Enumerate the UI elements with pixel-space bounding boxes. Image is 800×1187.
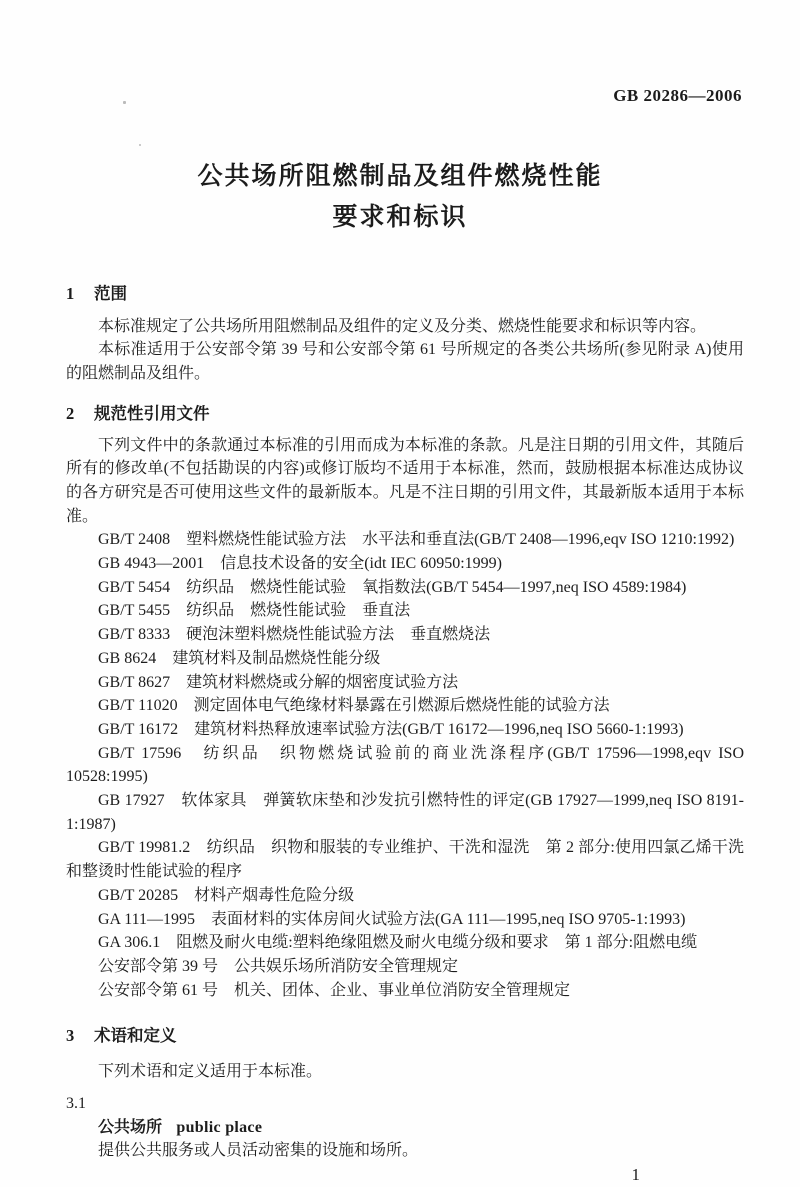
reference-item: GB 17927 软体家具 弹簧软床垫和沙发抗引燃特性的评定(GB 17927—1999,neq ISO 8191-1:1987) bbox=[66, 792, 744, 833]
section-terms-heading bbox=[66, 1024, 744, 1048]
scan-speck bbox=[139, 144, 141, 146]
section-references-number: 2 bbox=[66, 403, 75, 423]
section-scope-label: 范围 bbox=[94, 284, 128, 303]
term-definition: 提供公共服务或人员活动密集的设施和场所。 bbox=[98, 1142, 419, 1160]
reference-item: GA 111—1995 表面材料的实体房间火试验方法(GA 111—1995,neq ISO 9705-1:1993) bbox=[98, 910, 686, 928]
document-body bbox=[66, 282, 744, 1187]
document-title bbox=[0, 156, 800, 238]
document-title-line1: 公共场所阻燃制品及组件燃烧性能 bbox=[197, 163, 603, 190]
reference-item: GB/T 19981.2 纺织品 织物和服装的专业维护、干洗和湿洗 第 2 部分:使用四氯乙烯干洗和整烫时性能试验的程序 bbox=[66, 839, 744, 881]
page-number: 1 bbox=[631, 1164, 640, 1184]
scan-speck bbox=[123, 101, 126, 104]
reference-item: GB/T 16172 建筑材料热释放速率试验方法(GB/T 16172—1996,neq ISO 5660-1:1993) bbox=[98, 720, 684, 738]
reference-item: GB/T 5455 纺织品 燃烧性能试验 垂直法 bbox=[98, 602, 411, 620]
document-title-line2: 要求和标识 bbox=[332, 204, 468, 231]
clause-number-3-1: 3.1 bbox=[66, 1094, 86, 1112]
standard-number: GB 20286—2006 bbox=[613, 86, 742, 105]
scope-paragraph-1: 本标准规定了公共场所用阻燃制品及组件的定义及分类、燃烧性能要求和标识等内容。 bbox=[98, 317, 707, 335]
references-intro: 下列文件中的条款通过本标准的引用而成为本标准的条款。凡是注日期的引用文件，其随后所有的修改单(不包括勘误的内容)或修订版均不适用于本标准，然而，鼓励根据本标准达成协议的各方研究是否可使用这些文件的最新版本。凡是不注日期的引用文件，其最新版本适用于本标准。 bbox=[66, 436, 744, 525]
reference-item: GB/T 11020 测定固体电气绝缘材料暴露在引燃源后燃烧性能的试验方法 bbox=[98, 697, 610, 715]
reference-item: 公安部令第 39 号 公共娱乐场所消防安全管理规定 bbox=[98, 957, 459, 975]
reference-item: GB/T 2408 塑料燃烧性能试验方法 水平法和垂直法(GB/T 2408—1996,eqv ISO 1210:1992) bbox=[98, 531, 735, 549]
reference-item: GB/T 5454 纺织品 燃烧性能试验 氧指数法(GB/T 5454—1997,neq ISO 4589:1984) bbox=[98, 578, 687, 596]
section-references-label: 规范性引用文件 bbox=[94, 403, 210, 423]
section-terms-number: 3 bbox=[66, 1026, 75, 1046]
section-terms-label: 术语和定义 bbox=[94, 1026, 177, 1046]
reference-item: 公安部令第 61 号 机关、团体、企业、事业单位消防安全管理规定 bbox=[98, 981, 571, 999]
section-scope-heading bbox=[66, 282, 744, 306]
normative-references-list bbox=[66, 528, 744, 1002]
reference-item: GB/T 17596 纺织品 织物燃烧试验前的商业洗涤程序(GB/T 17596—1998,eqv ISO 10528:1995) bbox=[66, 744, 744, 786]
reference-item: GB/T 20285 材料产烟毒性危险分级 bbox=[98, 886, 355, 904]
reference-item: GB/T 8627 建筑材料燃烧或分解的烟密度试验方法 bbox=[98, 673, 459, 691]
reference-item: GB/T 8333 硬泡沫塑料燃烧性能试验方法 垂直燃烧法 bbox=[98, 626, 491, 644]
reference-item: GA 306.1 阻燃及耐火电缆:塑料绝缘阻燃及耐火电缆分级和要求 第 1 部分:阻燃电缆 bbox=[98, 934, 698, 952]
term-entry bbox=[66, 1116, 744, 1140]
scope-paragraph-2: 本标准适用于公安部令第 39 号和公安部令第 61 号所规定的各类公共场所(参见附录 A)使用的阻燃制品及组件。 bbox=[66, 341, 744, 383]
terms-intro: 下列术语和定义适用于本标准。 bbox=[98, 1063, 323, 1081]
term-english: public place bbox=[176, 1118, 263, 1136]
section-scope-number: 1 bbox=[66, 284, 75, 303]
section-references-heading bbox=[66, 402, 744, 426]
reference-item: GB 8624 建筑材料及制品燃烧性能分级 bbox=[98, 649, 381, 667]
term-chinese: 公共场所 bbox=[98, 1118, 163, 1136]
reference-item: GB 4943—2001 信息技术设备的安全(idt IEC 60950:1999) bbox=[98, 555, 502, 573]
